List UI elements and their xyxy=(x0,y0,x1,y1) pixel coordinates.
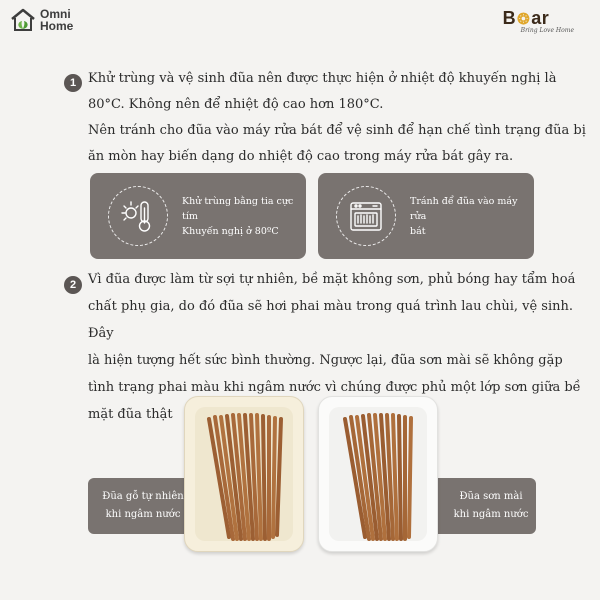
card-line: bát xyxy=(410,225,426,237)
card-text xyxy=(182,194,306,239)
brand-name-line2: Home xyxy=(40,19,74,33)
label-line: khi ngâm nước xyxy=(105,509,181,520)
brand-name-line1: Omni xyxy=(40,7,71,21)
section1-line: Nên tránh cho đũa vào máy rửa bát để vệ sinh để hạn chế tình trạng đũa bị xyxy=(88,123,586,138)
bear-slogan: Bring Love Home xyxy=(520,27,574,34)
card-line: Tránh để đũa vào máy rửa xyxy=(410,195,518,222)
section2-line: Vì đũa được làm từ sợi tự nhiên, bề mặt không sơn, phủ bóng hay tẩm hoá xyxy=(88,272,576,287)
card-line: Khuyến nghị ở 80ºC xyxy=(182,225,279,237)
label-line: Đũa gỗ tự nhiên xyxy=(102,491,184,502)
thermometer-sun-icon xyxy=(108,186,168,246)
section-number-2: 2 xyxy=(64,276,82,294)
card-text xyxy=(410,194,534,239)
section2-line: chất phụ gia, do đó đũa sẽ hơi phai màu trong quá trình lau chùi, vệ sinh. Đây xyxy=(88,299,573,341)
natural-wood-tray xyxy=(184,396,304,552)
section2-line: là hiện tượng hết sức bình thường. Ngược lại, đũa sơn mài sẽ không gặp xyxy=(88,353,563,368)
section1-line: Khử trùng và vệ sinh đũa nên được thực hiện ở nhiệt độ khuyến nghị là xyxy=(88,71,557,86)
section1-line: ăn mòn hay biến dạng do nhiệt độ cao trong máy rửa bát gây ra. xyxy=(88,149,514,164)
section1-line: 80°C. Không nên để nhiệt độ cao hơn 180°C. xyxy=(88,97,384,112)
uv-sterilize-card xyxy=(90,173,306,259)
label-line: khi ngâm nước xyxy=(453,509,529,520)
lacquer-label xyxy=(426,478,536,534)
lacquer-chopsticks xyxy=(319,397,439,553)
card-line: Khử trùng bằng tia cực tím xyxy=(182,195,294,222)
natural-wood-label xyxy=(88,478,198,534)
avoid-dishwasher-card xyxy=(318,173,534,259)
label-line: Đũa sơn mài xyxy=(459,491,523,502)
section2-line: tình trạng phai màu khi ngâm nước vì chúng được phủ một lớp sơn giữa bề xyxy=(88,380,581,395)
house-leaf-icon xyxy=(10,8,36,32)
section-number-1: 1 xyxy=(64,74,82,92)
section1-text xyxy=(88,66,588,170)
omni-home-logo xyxy=(10,8,73,32)
lacquer-tray xyxy=(318,396,438,552)
bear-logo xyxy=(503,8,574,34)
section2-line: mặt đũa thật xyxy=(88,407,173,422)
paw-icon: ❂ xyxy=(517,10,531,28)
dishwasher-icon xyxy=(336,186,396,246)
bear-wordmark: B ❂ a r xyxy=(502,8,550,28)
natural-chopsticks xyxy=(185,397,305,553)
